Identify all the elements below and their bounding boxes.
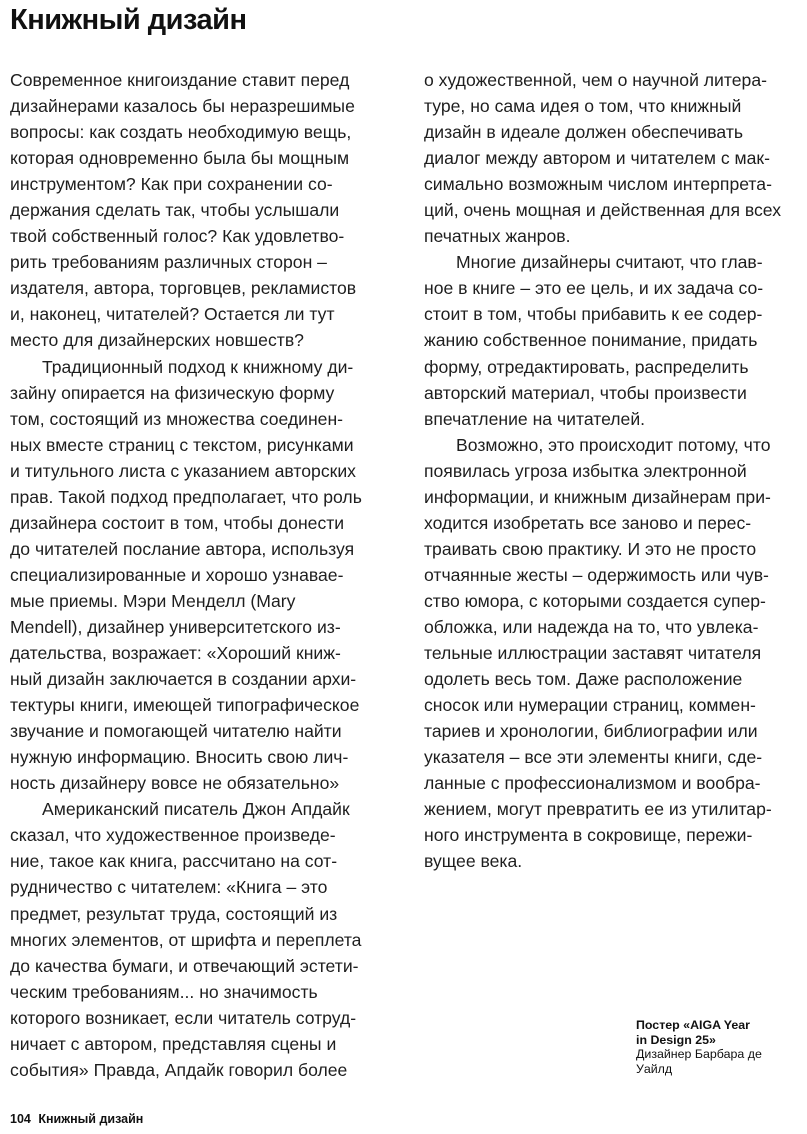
- text-line: обложка, или надежда на то, что увлека-: [424, 616, 759, 637]
- text-line: впечатление на читателей.: [424, 408, 646, 429]
- text-line: сказал, что художественное произведе-: [10, 825, 336, 846]
- text-line: до читателей послание автора, используя: [10, 538, 355, 559]
- text-line: форму, отредактировать, распределить: [424, 356, 749, 377]
- paragraph-start-line: Традиционный подход к книжному ди-: [42, 356, 354, 377]
- caption-title-line: Постер «AIGA Year: [636, 1018, 750, 1032]
- text-line: о художественной, чем о научной литера-: [424, 70, 767, 90]
- text-line: которая одновременно была бы мощным: [10, 148, 350, 169]
- text-line: издателя, автора, торговцев, рекламистов: [10, 278, 357, 299]
- paragraph-start-line: Многие дизайнеры считают, что глав-: [456, 252, 763, 273]
- text-line: звучание и помогающей читателю найти: [10, 721, 342, 742]
- text-line: ное в книге – это ее цель, и их задача со-: [424, 278, 764, 299]
- text-line: специализированные и хорошо узнавае-: [10, 564, 344, 585]
- text-line: рить требованиям различных сторон –: [10, 252, 327, 273]
- text-line: жанию собственное понимание, придать: [424, 330, 758, 351]
- text-line: ность дизайнеру вовсе не обязательно»: [10, 773, 340, 794]
- text-line: ланные с профессионализмом и вообра-: [424, 773, 761, 794]
- text-line: том, состоящий из множества соединен-: [10, 408, 344, 429]
- text-line: ных вместе страниц с текстом, рисунками: [10, 434, 354, 455]
- text-line: отчаянные жесты – одержимость или чув-: [424, 564, 769, 585]
- caption-credit-line: Уайлд: [636, 1061, 673, 1076]
- page-number: 104: [10, 1112, 31, 1126]
- caption-credit-line: Дизайнер Барбара де: [636, 1047, 762, 1062]
- text-line: тельные иллюстрации заставят читателя: [424, 643, 762, 664]
- text-line: ций, очень мощная и действенная для всех: [424, 200, 782, 221]
- text-line: тариев и хронологии, библиографии или: [424, 721, 758, 742]
- text-line: твой собственный голос? Как удовлетво-: [10, 226, 345, 247]
- text-line: дизайн в идеале должен обеспечивать: [424, 122, 744, 143]
- text-line: вопросы: как создать необходимую вещь,: [10, 122, 352, 143]
- text-line: печатных жанров.: [424, 226, 571, 247]
- text-line: ческим требованиям... но значимость: [10, 981, 318, 1002]
- text-line: одолеть весь том. Даже расположение: [424, 669, 743, 690]
- text-line: диалог между автором и читателем с мак-: [424, 148, 770, 169]
- text-line: туре, но сама идея о том, что книжный: [424, 96, 742, 117]
- text-line: информации, и книжным дизайнерам при-: [424, 486, 771, 507]
- text-line: дизайнера состоит в том, чтобы донести: [10, 512, 345, 533]
- running-head: Книжный дизайн: [38, 1112, 144, 1126]
- page-footer: [10, 1111, 143, 1127]
- page-title: Книжный дизайн: [10, 4, 247, 36]
- left-text-column: [10, 67, 386, 1083]
- text-line: держания сделать так, чтобы услышали: [10, 200, 340, 221]
- text-line: симально возможным числом интерпрета-: [424, 174, 772, 195]
- text-line: прав. Такой подход предполагает, что роль: [10, 486, 362, 507]
- text-line: дизайнерами казалось бы неразрешимые: [10, 96, 355, 117]
- text-line: ходится изобретать все заново и перес-: [424, 512, 752, 533]
- text-line: указателя – все эти элементы книги, сде-: [424, 747, 763, 768]
- text-line: место для дизайнерских новшеств?: [10, 330, 304, 351]
- text-line: до качества бумаги, и отвечающий эстети-: [10, 955, 359, 976]
- text-line: зайну опирается на физическую форму: [10, 382, 335, 403]
- text-line: многих элементов, от шрифта и переплета: [10, 929, 362, 950]
- text-line: появилась угроза избытка электронной: [424, 460, 747, 481]
- text-line: и, наконец, читателей? Остается ли тут: [10, 304, 335, 325]
- text-line: и титульного листа с указанием авторских: [10, 460, 356, 481]
- text-line: Mendell), дизайнер университетского из-: [10, 616, 341, 637]
- text-line: ство юмора, с которыми создается супер-: [424, 590, 766, 611]
- text-line: тектуры книги, имеющей типографическое: [10, 695, 360, 716]
- text-line: предмет, результат труда, состоящий из: [10, 903, 338, 924]
- text-line: траивать свою практику. И это не просто: [424, 538, 757, 559]
- text-line: сносок или нумерации страниц, коммен-: [424, 695, 756, 716]
- text-line: авторский материал, чтобы произвести: [424, 382, 747, 403]
- text-line: жением, могут превратить ее из утилитар-: [424, 799, 772, 820]
- text-line: нужную информацию. Вносить свою лич-: [10, 747, 349, 768]
- caption-title-line: in Design 25»: [636, 1032, 716, 1047]
- image-caption: [636, 1018, 796, 1076]
- text-line: ного инструмента в сокровище, пережи-: [424, 825, 753, 846]
- paragraph-start-line: Американский писатель Джон Апдайк: [42, 799, 350, 820]
- text-line: инструментом? Как при сохранении со-: [10, 174, 333, 195]
- text-line: ничает с автором, представляя сцены и: [10, 1033, 337, 1054]
- right-text-column: [424, 67, 802, 874]
- text-line: дательства, возражает: «Хороший книж-: [10, 643, 341, 664]
- text-line: мые приемы. Мэри Менделл (Mary: [10, 590, 296, 611]
- text-line: Современное книгоиздание ставит перед: [10, 70, 350, 90]
- text-line: события» Правда, Апдайк говорил более: [10, 1059, 348, 1080]
- text-line: которого возникает, если читатель сотруд-: [10, 1007, 357, 1028]
- text-line: ный дизайн заключается в создании архи-: [10, 669, 357, 690]
- text-line: ние, такое как книга, рассчитано на сот-: [10, 851, 338, 872]
- text-line: вущее века.: [424, 851, 523, 872]
- paragraph-start-line: Возможно, это происходит потому, что: [456, 434, 771, 455]
- text-line: стоит в том, чтобы прибавить к ее содер-: [424, 304, 763, 325]
- text-line: рудничество с читателем: «Книга – это: [10, 877, 328, 898]
